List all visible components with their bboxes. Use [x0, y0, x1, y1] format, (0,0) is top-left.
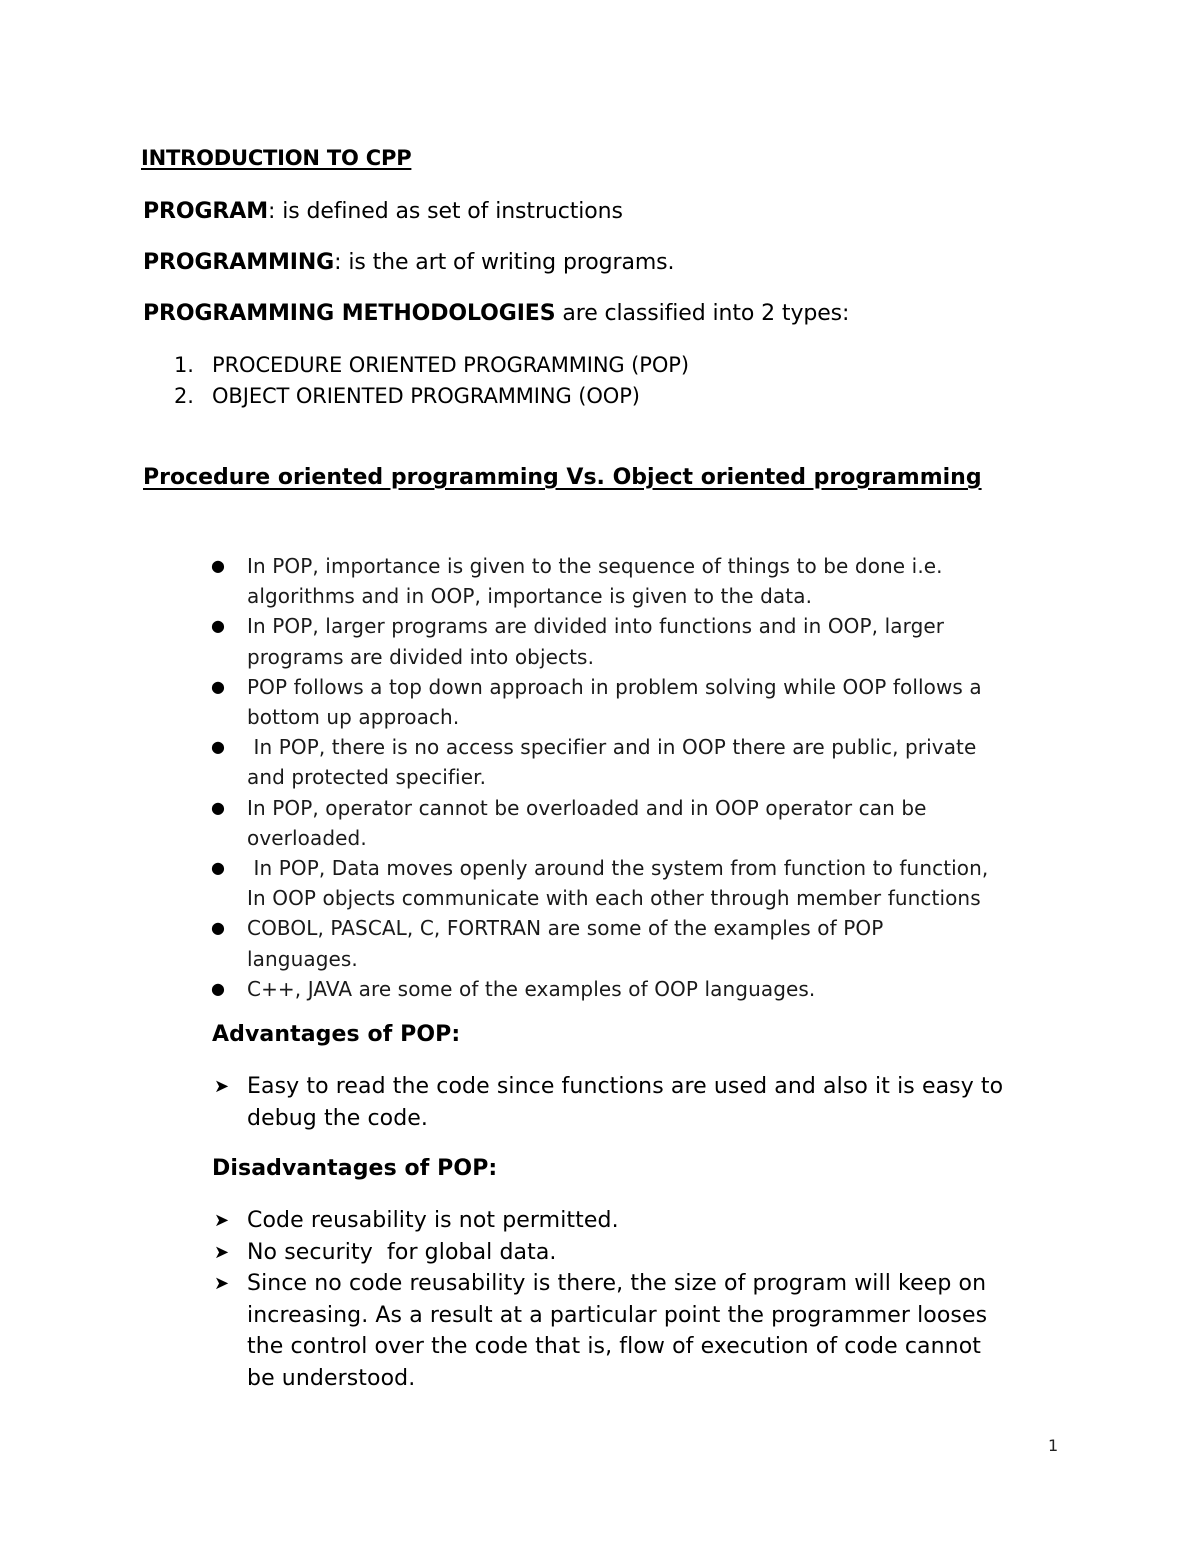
list-item — [210, 853, 1070, 913]
definition-term: PROGRAM — [143, 199, 268, 224]
definition-term: PROGRAMMING METHODOLOGIES — [143, 301, 556, 326]
list-item-text: COBOL, PASCAL, C, FORTRAN are some of the examples of POP languages. — [247, 916, 884, 971]
page-number: 1 — [1048, 1436, 1059, 1455]
disadvantages-title: Disadvantages of POP: — [212, 1156, 498, 1181]
list-item — [214, 1071, 1074, 1134]
list-item-text: POP follows a top down approach in problem solving while OOP follows a bottom up approach. — [247, 674, 982, 730]
type-label: OBJECT ORIENTED PROGRAMMING (OOP) — [212, 384, 640, 408]
list-item — [210, 793, 1070, 853]
bullet-icon: ● — [211, 858, 226, 878]
list-item-text: In POP, there is no access specifier and in OOP there are public, private and protected specifier. — [247, 735, 977, 790]
definition-text: are classified into 2 types: — [555, 301, 850, 326]
advantages-title: Advantages of POP: — [212, 1022, 461, 1047]
definition-text: is the art of writing programs. — [341, 250, 675, 275]
bullet-icon: ● — [211, 556, 226, 575]
list-item-text: In POP, operator cannot be overloaded and in OOP operator can be overloaded. — [247, 795, 927, 850]
bullet-icon: ● — [211, 978, 226, 998]
comparison-list — [210, 551, 1070, 1004]
arrow-bullet-icon: ➤ — [214, 1273, 230, 1294]
type-item-oop — [174, 384, 640, 408]
list-number: 1. — [174, 353, 194, 377]
list-item — [210, 974, 1070, 1004]
arrow-bullet-icon: ➤ — [214, 1241, 230, 1263]
list-item-text: Easy to read the code since functions are used and also it is easy to debug the code. — [247, 1074, 1004, 1131]
comparison-title: Procedure oriented programming Vs. Object oriented programming — [143, 465, 982, 490]
list-item — [214, 1237, 1074, 1269]
list-item-text: In POP, importance is given to the sequence of things to be done i.e. algorithms and in OOP, importance is given to the data. — [247, 554, 943, 609]
list-item-text: In POP, Data moves openly around the system from function to function, In OOP objects communicate with each other through member functions — [247, 856, 989, 911]
list-item — [214, 1268, 1074, 1394]
list-item-text: Code reusability is not permitted. — [247, 1208, 619, 1233]
list-item-text: In POP, larger programs are divided into functions and in OOP, larger programs are divided into objects. — [247, 614, 945, 669]
list-item — [210, 732, 1070, 792]
list-item — [210, 913, 1070, 973]
list-item — [210, 551, 1070, 611]
definition-separator: : — [334, 250, 342, 275]
list-number: 2. — [174, 384, 194, 408]
bullet-icon: ● — [211, 737, 226, 757]
list-item — [210, 611, 1070, 671]
list-item — [214, 1205, 1074, 1237]
bullet-icon: ● — [211, 918, 226, 938]
definition-text: is defined as set of instructions — [275, 199, 623, 224]
disadvantages-list — [214, 1205, 1074, 1394]
bullet-icon: ● — [211, 676, 226, 696]
type-item-pop — [174, 353, 689, 377]
list-item-text: C++, JAVA are some of the examples of OOP languages. — [247, 976, 816, 1001]
bullet-icon: ● — [211, 616, 226, 636]
arrow-bullet-icon: ➤ — [214, 1076, 230, 1097]
type-label: PROCEDURE ORIENTED PROGRAMMING (POP) — [212, 353, 689, 377]
arrow-bullet-icon: ➤ — [214, 1210, 230, 1231]
definition-programming — [143, 250, 674, 275]
definition-methodologies — [143, 301, 849, 326]
advantages-list — [214, 1071, 1074, 1134]
bullet-icon: ● — [211, 797, 226, 817]
list-item-text: Since no code reusability is there, the size of program will keep on increasing. As a result at a particular point the programmer looses the control over the code that is, flow of execution of code cannot be understood. — [247, 1271, 988, 1391]
definition-term: PROGRAMMING — [143, 250, 335, 275]
definition-separator: : — [267, 199, 276, 224]
list-item — [210, 672, 1070, 732]
document-title: INTRODUCTION TO CPP — [141, 146, 412, 170]
definition-program — [143, 199, 623, 224]
list-item-text: No security for global data. — [247, 1239, 557, 1265]
